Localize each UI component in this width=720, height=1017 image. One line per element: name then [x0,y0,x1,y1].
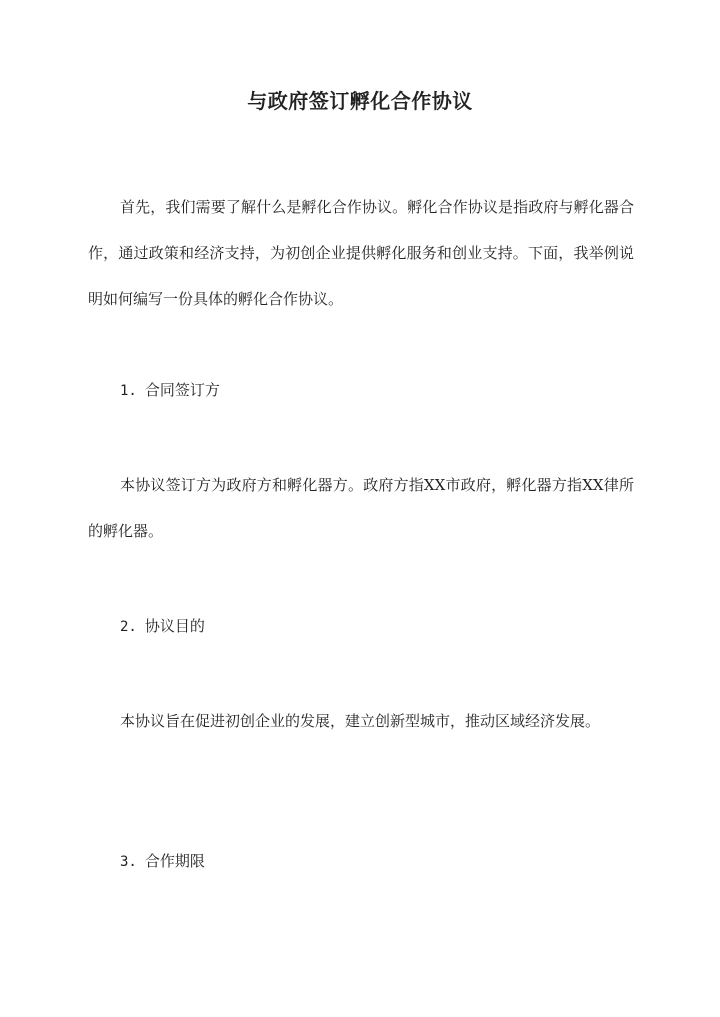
section-heading-2 [120,614,205,639]
section-number: 2. [120,619,137,635]
section-heading-text: 合作期限 [144,852,205,870]
section-number: 1. [120,383,137,399]
section-heading-text: 合同签订方 [144,381,220,399]
document-title: 与政府签订孵化合作协议 [247,89,473,113]
intro-paragraph: 首先，我们需要了解什么是孵化合作协议。孵化合作协议是指政府与孵化器合作，通过政策和经济支持，为初创企业提供孵化服务和创业支持。下面，我举例说明如何编写一份具体的孵化合作协议。 [88,198,634,308]
section-heading-text: 协议目的 [144,617,205,635]
section-number: 3. [120,854,137,870]
section-heading-1 [120,378,220,403]
section-body-1: 本协议签订方为政府方和孵化器方。政府方指XX市政府，孵化器方指XX律所的孵化器。 [88,476,634,540]
section-body-2: 本协议旨在促进初创企业的发展，建立创新型城市，推动区域经济发展。 [120,712,601,730]
section-heading-3 [120,849,205,874]
